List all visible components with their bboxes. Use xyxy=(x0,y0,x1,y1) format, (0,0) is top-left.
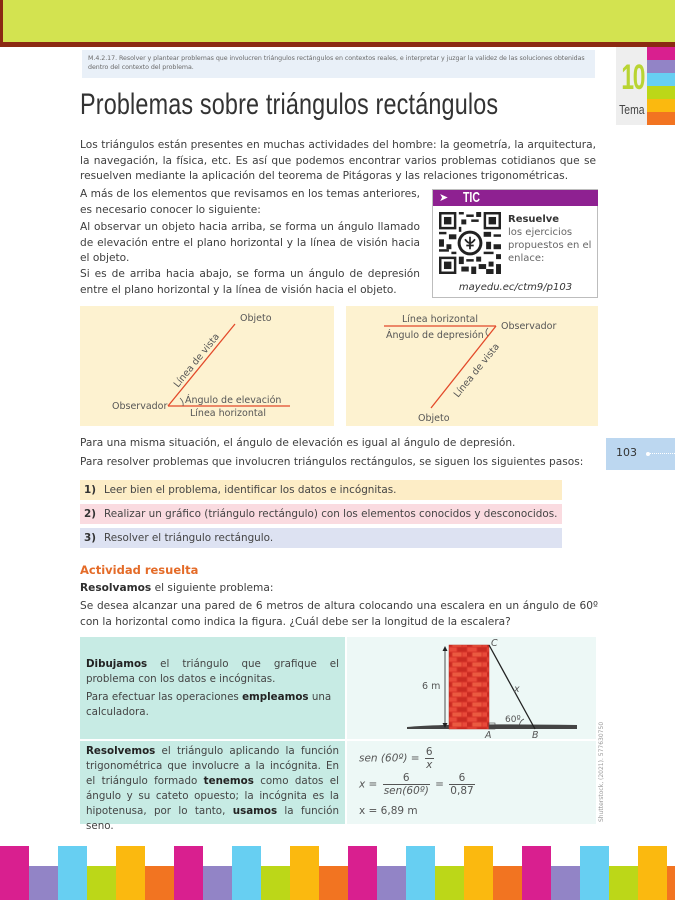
color-bar xyxy=(435,866,464,900)
elevation-angle-label: Ángulo de elevación xyxy=(185,395,282,406)
ground xyxy=(407,724,577,729)
activity-intro xyxy=(80,581,596,597)
hypotenuse-label: x xyxy=(514,684,520,695)
page-number-tab xyxy=(606,438,675,470)
line-of-sight xyxy=(168,324,235,406)
tema-stripe xyxy=(647,112,675,125)
color-bar xyxy=(493,866,522,900)
eq2-denominator-1: sen(60º) xyxy=(383,785,429,797)
eq1-numerator: 6 xyxy=(425,746,433,758)
color-bar xyxy=(464,846,493,900)
tic-heading: Resuelve xyxy=(508,214,560,225)
color-bar xyxy=(638,846,667,900)
solve-bold-2: tenemos xyxy=(203,775,254,787)
step-1 xyxy=(80,480,562,500)
tema-stripe xyxy=(647,60,675,73)
color-bar xyxy=(0,846,29,900)
rocket-icon: ➤ xyxy=(439,191,449,204)
color-bar xyxy=(522,846,551,900)
vertex-a-label: A xyxy=(485,730,492,739)
color-bar xyxy=(609,866,638,900)
draw-step-text xyxy=(80,637,345,739)
tema-stripe xyxy=(647,99,675,112)
color-bar xyxy=(174,846,203,900)
top-header-band xyxy=(0,0,675,42)
page-title: Problemas sobre triángulos rectángulos xyxy=(80,88,499,121)
solve-step-text xyxy=(80,741,345,832)
color-bar xyxy=(290,846,319,900)
object-label: Objeto xyxy=(418,413,450,424)
eq2-numerator-2: 6 xyxy=(449,772,474,785)
bottom-color-bars xyxy=(0,846,675,900)
tema-stripe xyxy=(647,73,675,86)
step-number: 2) xyxy=(84,508,96,520)
step-text: Resolver el triángulo rectángulo. xyxy=(103,532,274,544)
color-bar xyxy=(116,846,145,900)
calc-text-end: una calculadora. xyxy=(86,691,332,718)
tic-text xyxy=(508,213,596,265)
line-of-sight-label: Línea de vista xyxy=(451,341,503,400)
solve-text-3: la función seno. xyxy=(86,805,339,832)
solve-text-1: el triángulo aplicando la función trigonométrica que involucre a la incógnita. En el triángulo formado xyxy=(86,745,339,787)
depression-paragraph: Si es de arriba hacia abajo, se forma un ángulo de depresión entre el plano horizontal y la línea de visión hacia el objeto. xyxy=(80,268,420,296)
color-bar xyxy=(261,866,290,900)
angle-label: 60º xyxy=(505,715,521,725)
step-text: Realizar un gráfico (triángulo rectángulo) con los elementos conocidos y desconocidos. xyxy=(103,508,558,520)
header-divider xyxy=(0,42,675,47)
equation-1 xyxy=(359,746,436,771)
skill-descriptor: M.4.2.17. Resolver y plantear problemas que involucren triángulos rectángulos en contextos reales, e interpretar y juzgar la validez de las soluciones obtenidas dentro del contexto del problema. xyxy=(82,50,595,78)
activity-title: Actividad resuelta xyxy=(80,563,199,577)
solve-bold: Resolvemos xyxy=(86,745,156,757)
elevation-angle-arc xyxy=(180,398,183,406)
solve-bold-3: usamos xyxy=(232,805,278,817)
tema-stripe xyxy=(647,47,675,60)
activity-intro-bold: Resolvamos xyxy=(80,582,152,594)
horizontal-label: Línea horizontal xyxy=(402,314,479,325)
elevation-figure xyxy=(80,306,334,426)
color-bar xyxy=(348,846,377,900)
color-bar xyxy=(87,866,116,900)
object-label: Objeto xyxy=(240,313,272,324)
step-2 xyxy=(80,504,562,524)
color-bar xyxy=(377,866,406,900)
image-credit: Shutterstock, (2021). 577630750 xyxy=(598,721,605,822)
step-number: 1) xyxy=(84,484,96,496)
wall-ladder-figure xyxy=(347,637,596,739)
color-bar xyxy=(58,846,87,900)
eq1-denominator: x xyxy=(426,759,433,771)
color-bar xyxy=(551,866,580,900)
line-of-sight-label: Línea de vista xyxy=(171,331,223,390)
tic-header xyxy=(433,190,598,206)
step-number: 3) xyxy=(84,532,96,544)
eq1-left: sen (60º) = xyxy=(359,752,420,765)
activity-problem: Se desea alcanzar una pared de 6 metros de altura colocando una escalera en un ángulo de 60º con la horizontal como indica la figura. ¿Cuál debe ser la longitud de la escalera? xyxy=(80,600,598,628)
color-bar xyxy=(667,866,675,900)
activity-intro-rest: el siguiente problema: xyxy=(151,582,274,594)
tic-description: los ejercicios propuestos en el enlace: xyxy=(508,227,592,264)
tema-number: 10 xyxy=(621,58,645,97)
tema-label: Tema xyxy=(619,102,645,117)
eq2-equals: = xyxy=(435,778,444,791)
header-side-line xyxy=(0,0,3,47)
draw-text: el triángulo que grafique el problema con los datos e incógnitas. xyxy=(86,658,339,685)
eq2-left: x = xyxy=(359,778,378,791)
depression-angle-label: Ángulo de depresión xyxy=(386,330,484,341)
observer-label: Observador xyxy=(112,401,168,412)
page-dotted-line xyxy=(650,453,675,454)
equation-3: x = 6,89 m xyxy=(359,805,418,817)
page-number: 103 xyxy=(616,446,637,459)
tema-color-stripes xyxy=(647,47,675,125)
tic-title: TIC xyxy=(463,189,480,206)
solve-text-2: como datos el ángulo y su cateto opuesto; la incógnita es la hipotenusa, por lo tanto, xyxy=(86,775,339,817)
eq2-denominator-2: 0,87 xyxy=(450,785,474,797)
calc-bold: empleamos xyxy=(242,691,309,703)
step-text: Leer bien el problema, identificar los datos e incógnitas. xyxy=(103,484,397,496)
steps-intro: Para resolver problemas que involucren triángulos rectángulos, se siguen los siguientes pasos: xyxy=(80,456,584,468)
equality-note: Para una misma situación, el ángulo de elevación es igual al ángulo de depresión. xyxy=(80,437,516,449)
color-bar xyxy=(406,846,435,900)
vertex-c-label: C xyxy=(491,638,498,649)
vertex-b-label: B xyxy=(532,730,539,739)
math-panel xyxy=(347,741,596,824)
depression-angle-arc xyxy=(486,328,488,336)
color-bar xyxy=(580,846,609,900)
horizontal-label: Línea horizontal xyxy=(190,408,267,419)
equation-2 xyxy=(359,772,477,797)
observer-label: Observador xyxy=(501,321,557,332)
color-bar xyxy=(29,866,58,900)
eq2-numerator-1: 6 xyxy=(383,772,430,785)
depression-figure xyxy=(346,306,598,426)
tic-link[interactable]: mayedu.ec/ctm9/p103 xyxy=(458,282,573,293)
brick-wall xyxy=(449,645,489,729)
intro-paragraph: Los triángulos están presentes en muchas actividades del hombre: la geometría, la arquitectura, la navegación, la física, etc. Es así que podemos encontrar varios problemas cotidianos que se resuelven mediante la aplicación del teorema de Pitágoras y las relaciones trigonométricas. xyxy=(80,139,596,182)
color-bar xyxy=(145,866,174,900)
color-bar xyxy=(232,846,261,900)
tema-stripe xyxy=(647,86,675,99)
draw-bold: Dibujamos xyxy=(86,658,148,670)
color-bar xyxy=(203,866,232,900)
tic-box xyxy=(432,189,598,298)
color-bar xyxy=(319,866,348,900)
qr-code-icon[interactable] xyxy=(439,212,501,274)
calc-text: Para efectuar las operaciones xyxy=(86,691,243,703)
prerequisite-paragraph: A más de los elementos que revisamos en los temas anteriores, es necesario conocer lo siguiente: xyxy=(80,188,420,216)
elevation-paragraph: Al observar un objeto hacia arriba, se forma un ángulo llamado de elevación entre el plano horizontal y la línea de visión hacia el objeto. xyxy=(80,221,420,264)
step-3 xyxy=(80,528,562,548)
height-label: 6 m xyxy=(422,681,441,692)
